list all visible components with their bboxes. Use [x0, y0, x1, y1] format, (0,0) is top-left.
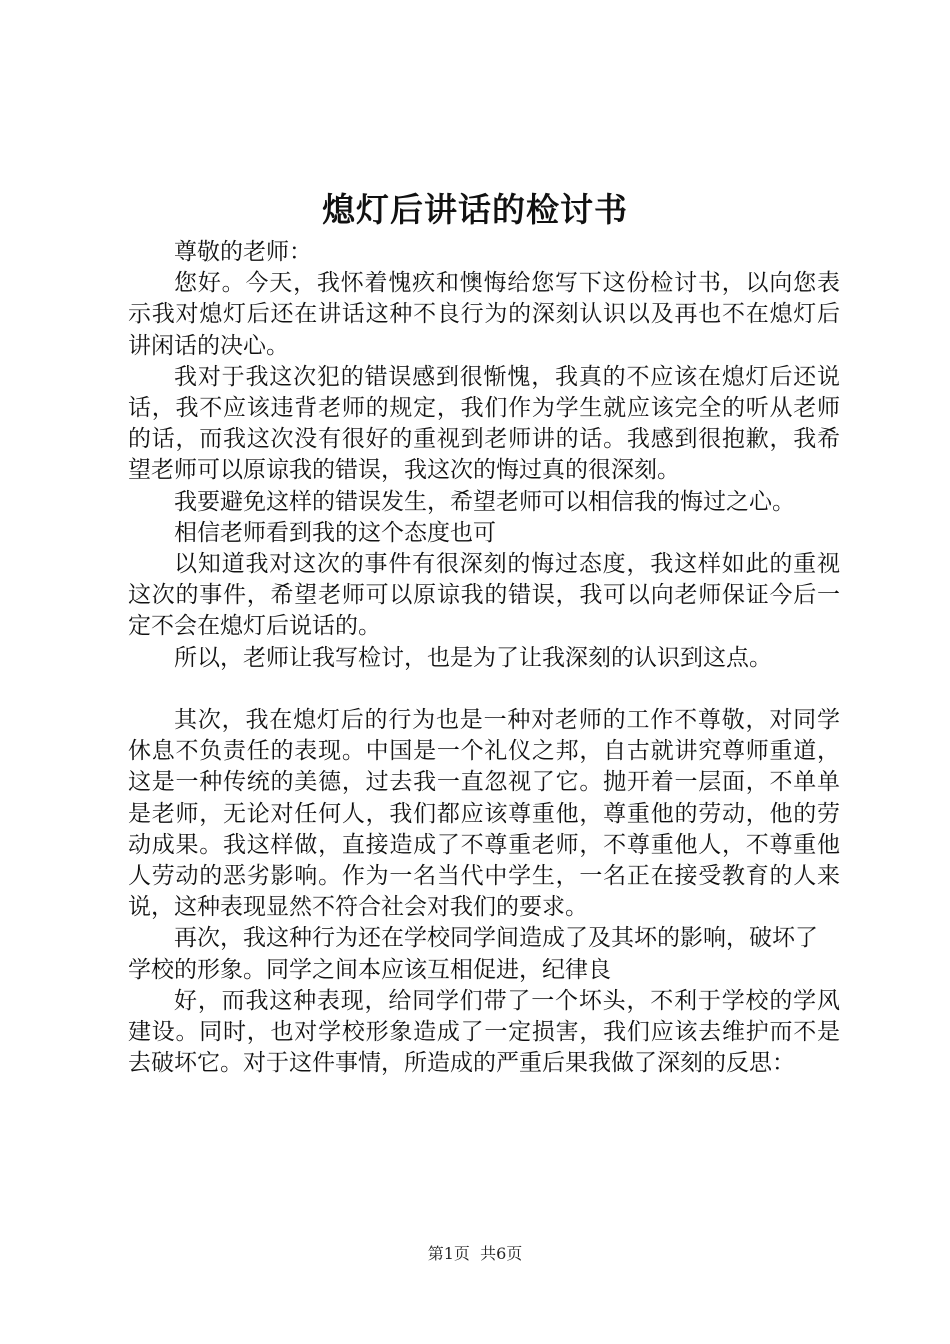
page-footer	[0, 1242, 950, 1266]
page-number-label: 第1页 共6页	[427, 1244, 523, 1263]
paragraph-avoid-mistake: 我要避免这样的错误发生，希望老师可以相信我的悔过之心。	[174, 488, 795, 515]
paragraph-therefore: 所以，老师让我写检讨，也是为了让我深刻的认识到这点。	[174, 644, 772, 671]
blank-line	[128, 674, 840, 705]
paragraph-greeting: 您好。今天，我怀着愧疚和懊悔给您写下这份检讨书，以向您表示我对熄灯后还在讲话这种不良行为的深刻认识以及再也不在熄灯后讲闲话的决心。	[128, 270, 840, 359]
salutation: 尊敬的老师：	[174, 239, 312, 265]
paragraph-thirdly: 再次，我这种行为还在学校同学间造成了及其坏的影响，破坏了学校的形象。同学之间本应该互相促进，纪律良	[128, 925, 818, 983]
document-body	[128, 237, 840, 1079]
paragraph-reflection: 好，而我这种表现，给同学们带了一个坏头，不利于学校的学风建设。同时，也对学校形象造成了一定损害，我们应该去维护而不是去破坏它。对于这件事情，所造成的严重后果我做了深刻的反思：	[128, 987, 840, 1077]
paragraph-trust-fragment: 相信老师看到我的这个态度也可	[174, 519, 496, 546]
paragraph-apology: 我对于我这次犯的错误感到很惭愧，我真的不应该在熄灯后还说话，我不应该违背老师的规定，我们作为学生就应该完全的听从老师的话，而我这次没有很好的重视到老师讲的话。我感到很抱歉，我希望老师可以原谅我的错误，我这次的悔过真的很深刻。	[128, 363, 840, 484]
document-title: 熄灯后讲话的检讨书	[322, 190, 628, 229]
paragraph-secondly: 其次，我在熄灯后的行为也是一种对老师的工作不尊敬，对同学休息不负责任的表现。中国是一个礼仪之邦，自古就讲究尊师重道，这是一种传统的美德，过去我一直忽视了它。抛开着一层面，不单单是老师，无论对任何人，我们都应该尊重他，尊重他的劳动，他的劳动成果。我这样做，直接造成了不尊重老师，不尊重他人，不尊重他人劳动的恶劣影响。作为一名当代中学生，一名正在接受教育的人来说，这种表现显然不符合社会对我们的要求。	[128, 707, 840, 921]
paragraph-understanding: 以知道我对这次的事件有很深刻的悔过态度，我这样如此的重视这次的事件，希望老师可以原谅我的错误，我可以向老师保证今后一定不会在熄灯后说话的。	[128, 551, 840, 640]
